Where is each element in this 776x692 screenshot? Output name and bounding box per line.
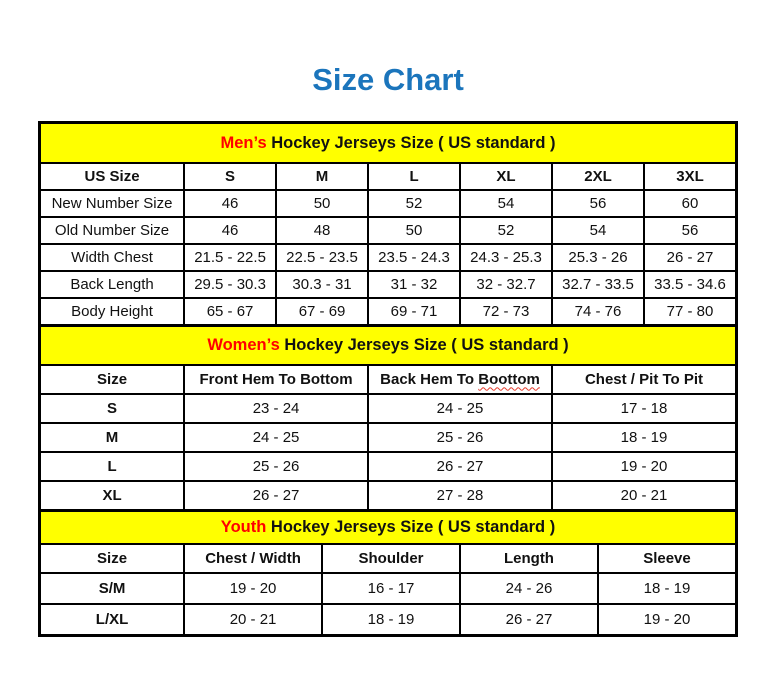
page-title: Size Chart [312, 62, 464, 97]
size-cell: 18 - 19 [322, 604, 460, 635]
size-cell: 46 [184, 190, 276, 217]
size-cell: 25 - 26 [368, 423, 552, 452]
size-cell: 50 [276, 190, 368, 217]
row-label: M [40, 423, 184, 452]
size-cell: 23 - 24 [184, 394, 368, 423]
size-cell: 54 [460, 190, 552, 217]
size-cell: 65 - 67 [184, 298, 276, 325]
size-cell: 25 - 26 [184, 452, 368, 481]
table-row [40, 298, 736, 325]
size-cell: 26 - 27 [644, 244, 736, 271]
row-label: L [40, 452, 184, 481]
row-label: S/M [40, 573, 184, 604]
size-cell: 32 - 32.7 [460, 271, 552, 298]
youth-banner-rest: Hockey Jerseys Size ( US standard ) [266, 517, 556, 536]
size-chart [38, 121, 738, 637]
table-row [40, 573, 736, 604]
size-cell: 24 - 25 [368, 394, 552, 423]
column-header: Length [460, 544, 598, 573]
youth-size-table [39, 511, 737, 637]
column-header: Shoulder [322, 544, 460, 573]
column-header: S [184, 163, 276, 190]
mens-header-row [40, 163, 736, 190]
table-row [40, 271, 736, 298]
size-cell: 19 - 20 [552, 452, 736, 481]
column-header-prefix: Back Hem To [380, 370, 479, 388]
size-cell: 69 - 71 [368, 298, 460, 325]
size-cell: 74 - 76 [552, 298, 644, 325]
table-row [40, 190, 736, 217]
size-cell: 27 - 28 [368, 481, 552, 510]
size-cell: 60 [644, 190, 736, 217]
column-header: Front Hem To Bottom [184, 365, 368, 394]
row-label: L/XL [40, 604, 184, 635]
size-cell: 24 - 25 [184, 423, 368, 452]
column-header: XL [460, 163, 552, 190]
size-cell: 54 [552, 217, 644, 244]
size-cell: 19 - 20 [598, 604, 736, 635]
table-row [40, 452, 736, 481]
womens-banner-rest: Hockey Jerseys Size ( US standard ) [279, 335, 569, 354]
row-label: New Number Size [40, 190, 184, 217]
table-row [40, 244, 736, 271]
size-cell: 17 - 18 [552, 394, 736, 423]
womens-section-banner [40, 327, 736, 365]
table-row [40, 394, 736, 423]
size-cell: 31 - 32 [368, 271, 460, 298]
misspelled-word: Boottom [478, 370, 540, 388]
size-cell: 56 [552, 190, 644, 217]
column-header-misspelled [368, 365, 552, 394]
column-header: Chest / Pit To Pit [552, 365, 736, 394]
column-header: Size [40, 544, 184, 573]
mens-banner-row [40, 123, 736, 163]
size-cell: 67 - 69 [276, 298, 368, 325]
size-cell: 77 - 80 [644, 298, 736, 325]
size-cell: 25.3 - 26 [552, 244, 644, 271]
size-cell: 52 [368, 190, 460, 217]
womens-banner-row [40, 327, 736, 365]
womens-banner-highlight: Women’s [207, 335, 280, 354]
mens-size-table [39, 122, 737, 326]
size-cell: 18 - 19 [552, 423, 736, 452]
column-header: US Size [40, 163, 184, 190]
size-cell: 46 [184, 217, 276, 244]
column-header: L [368, 163, 460, 190]
youth-section-banner [40, 511, 736, 544]
size-cell: 48 [276, 217, 368, 244]
womens-header-row [40, 365, 736, 394]
size-cell: 23.5 - 24.3 [368, 244, 460, 271]
row-label: Old Number Size [40, 217, 184, 244]
size-cell: 22.5 - 23.5 [276, 244, 368, 271]
womens-size-table [39, 326, 737, 511]
mens-banner-rest: Hockey Jerseys Size ( US standard ) [266, 133, 556, 152]
youth-banner-highlight: Youth [220, 517, 267, 536]
row-label: Width Chest [40, 244, 184, 271]
column-header: Sleeve [598, 544, 736, 573]
table-row [40, 481, 736, 510]
size-cell: 72 - 73 [460, 298, 552, 325]
size-cell: 24.3 - 25.3 [460, 244, 552, 271]
size-cell: 56 [644, 217, 736, 244]
column-header: M [276, 163, 368, 190]
row-label: S [40, 394, 184, 423]
column-header: Chest / Width [184, 544, 322, 573]
column-header: Size [40, 365, 184, 394]
size-cell: 21.5 - 22.5 [184, 244, 276, 271]
youth-header-row [40, 544, 736, 573]
size-cell: 20 - 21 [184, 604, 322, 635]
size-cell: 32.7 - 33.5 [552, 271, 644, 298]
size-cell: 26 - 27 [184, 481, 368, 510]
row-label: Body Height [40, 298, 184, 325]
size-cell: 29.5 - 30.3 [184, 271, 276, 298]
row-label: XL [40, 481, 184, 510]
row-label: Back Length [40, 271, 184, 298]
mens-banner-highlight: Men’s [220, 133, 267, 152]
mens-section-banner [40, 123, 736, 163]
size-cell: 19 - 20 [184, 573, 322, 604]
size-cell: 33.5 - 34.6 [644, 271, 736, 298]
size-cell: 50 [368, 217, 460, 244]
size-cell: 16 - 17 [322, 573, 460, 604]
size-cell: 26 - 27 [460, 604, 598, 635]
table-row [40, 217, 736, 244]
size-cell: 18 - 19 [598, 573, 736, 604]
table-row [40, 604, 736, 635]
size-cell: 30.3 - 31 [276, 271, 368, 298]
youth-banner-row [40, 511, 736, 544]
column-header: 3XL [644, 163, 736, 190]
column-header: 2XL [552, 163, 644, 190]
size-cell: 52 [460, 217, 552, 244]
size-cell: 20 - 21 [552, 481, 736, 510]
table-row [40, 423, 736, 452]
size-cell: 26 - 27 [368, 452, 552, 481]
size-cell: 24 - 26 [460, 573, 598, 604]
